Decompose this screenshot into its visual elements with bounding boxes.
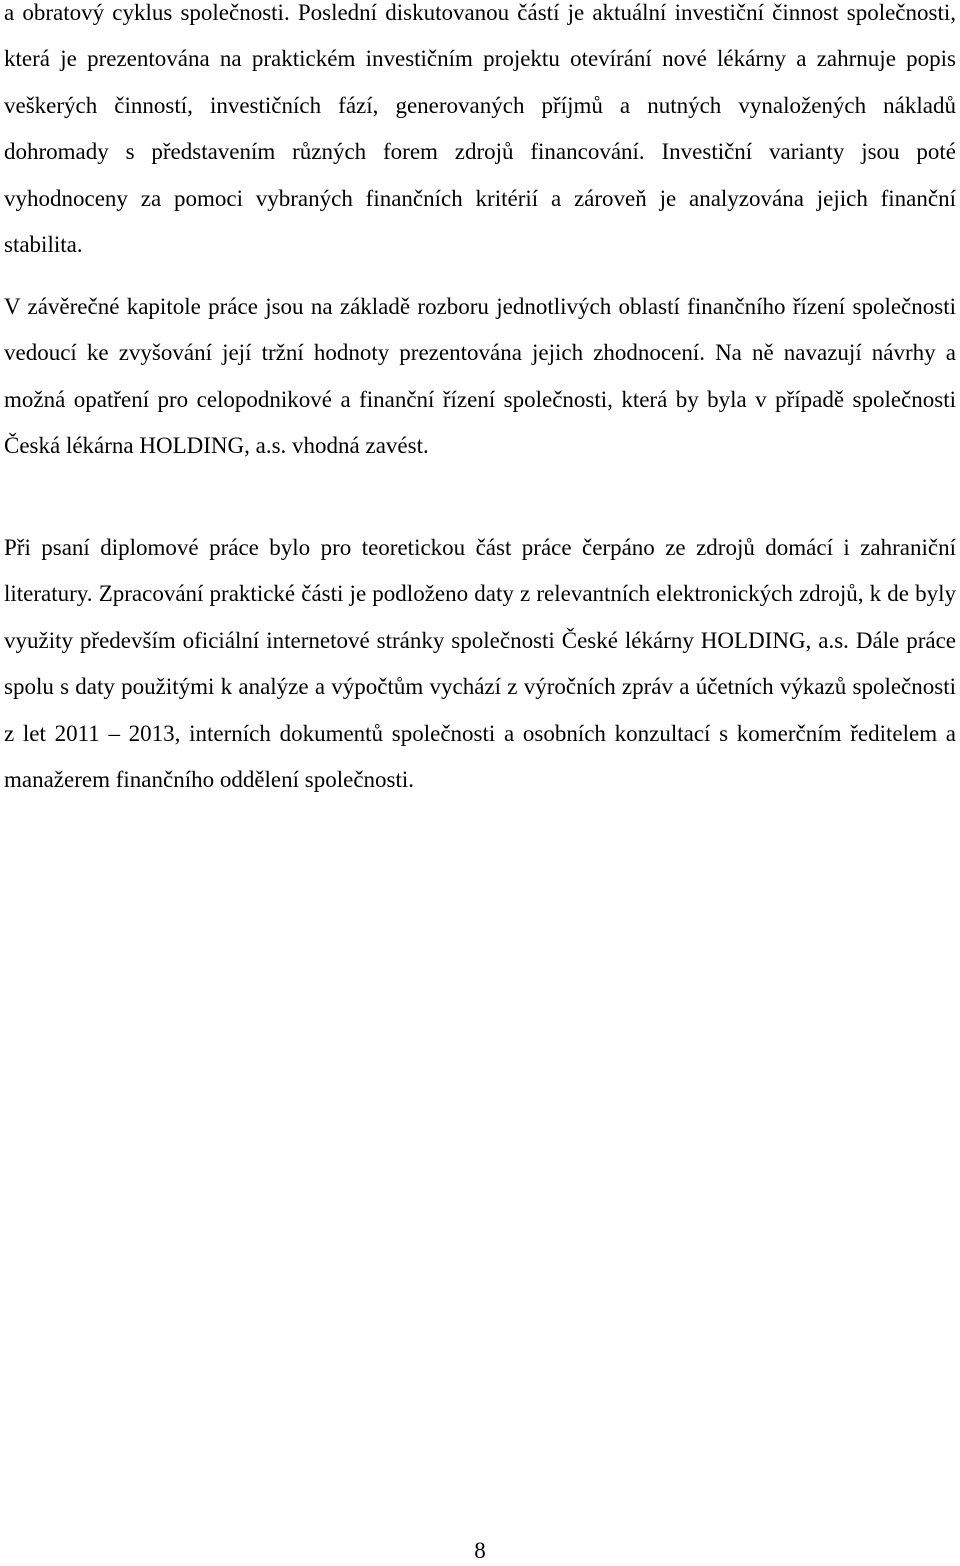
paragraph-investment	[4, 0, 956, 268]
paragraph-conclusion-chapter	[4, 284, 956, 470]
paragraph-text: a obratový cyklus společnosti. Poslední diskutovanou částí je aktuální investiční činnost společnosti, která je prezentována na praktickém investičním projektu otevírání nové lékárny a zahrnuje popis veškerých činností, investičních fází, generovaných příjmů a nutných vynaložených nákladů dohromady s představením různých forem zdrojů financování. Investiční varianty jsou poté vyhodnoceny za pomoci vybraných finančních kritérií a zároveň je analyzována jejich finanční stabilita.	[4, 0, 956, 258]
paragraph-sources	[4, 525, 956, 803]
paragraph-text: Při psaní diplomové práce bylo pro teoretickou část práce čerpáno ze zdrojů domácí i zahraniční literatury. Zpracování praktické části je podloženo daty z relevantních elektronických zdrojů, k de byly využity především oficiální internetové stránky společnosti České lékárny HOLDING, a.s. Dále práce spolu s daty použitými k analýze a výpočtům vychází z výročních zpráv a účetních výkazů společnosti z let 2011 – 2013, interních dokumentů společnosti a osobních konzultací s komerčním ředitelem a manažerem finančního oddělení společnosti.	[4, 535, 956, 793]
page-number: 8	[474, 1538, 486, 1563]
paragraph-text: V závěrečné kapitole práce jsou na základě rozboru jednotlivých oblastí finančního řízení společnosti vedoucí ke zvyšování její tržní hodnoty prezentována jejich zhodnocení. Na ně navazují návrhy a možná opatření pro celopodnikové a finanční řízení společnosti, která by byla v případě společnosti Česká lékárna HOLDING, a.s. vhodná zavést.	[4, 294, 956, 459]
